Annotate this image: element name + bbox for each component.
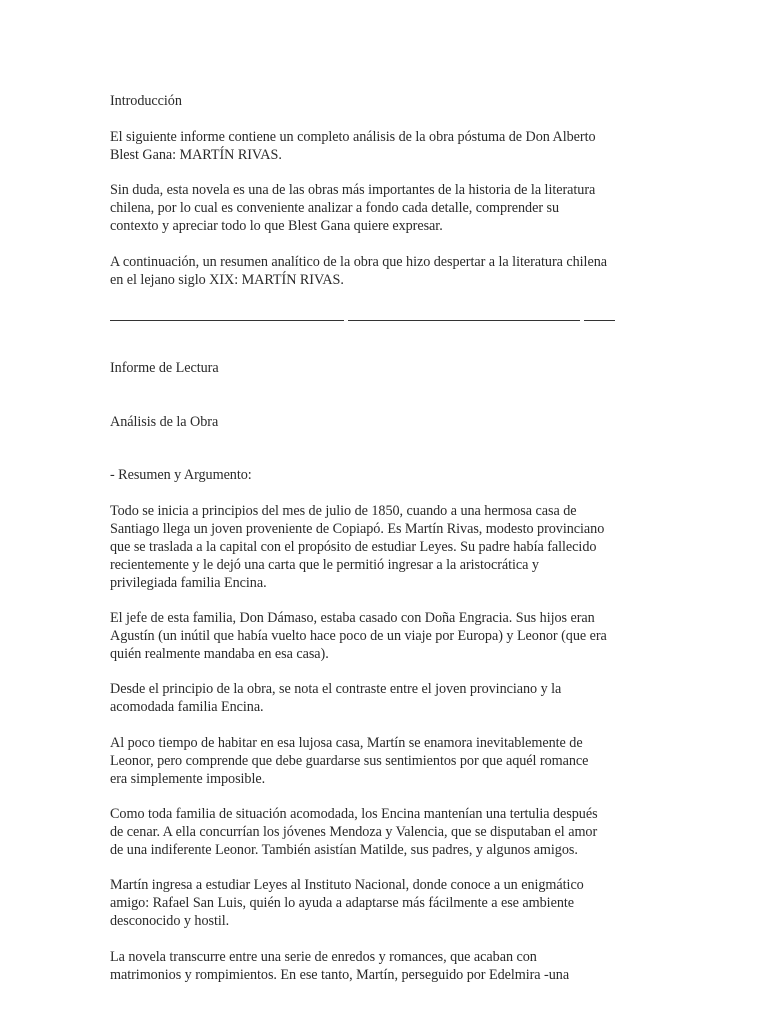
paragraph-5-line-1: El jefe de esta familia, Don Dámaso, estaba casado con Doña Engracia. Sus hijos eran: [110, 610, 595, 626]
paragraph-10-line-1: La novela transcurre entre una serie de enredos y romances, que acaban con: [110, 949, 537, 965]
paragraph-1-line-1: El siguiente informe contiene un completo análisis de la obra póstuma de Don Alberto: [110, 129, 596, 145]
paragraph-2-line-2: chilena, por lo cual es conveniente analizar a fondo cada detalle, comprender su: [110, 200, 560, 216]
paragraph-8-line-3: de una indiferente Leonor. También asistían Matilde, sus padres, y algunos amigos.: [110, 842, 578, 858]
paragraph-4-line-1: Todo se inicia a principios del mes de julio de 1850, cuando a una hermosa casa de: [110, 503, 577, 519]
paragraph-3-line-1: A continuación, un resumen analítico de la obra que hizo despertar a la literatura chilena: [110, 254, 607, 270]
paragraph-2-line-3: contexto y apreciar todo lo que Blest Gana quiere expresar.: [110, 218, 443, 234]
paragraph-4-line-4: recientemente y le dejó una carta que le permitió ingresar a la aristocrática y: [110, 557, 539, 573]
paragraph-9-line-1: Martín ingresa a estudiar Leyes al Instituto Nacional, donde conoce a un enigmático: [110, 877, 584, 893]
paragraph-9-line-3: desconocido y hostil.: [110, 913, 230, 929]
separator-rule-1: [110, 320, 344, 321]
paragraph-7-line-1: Al poco tiempo de habitar en esa lujosa casa, Martín se enamora inevitablemente de: [110, 735, 583, 751]
heading-informe-de-lectura: Informe de Lectura: [110, 360, 219, 376]
separator-rule-3: [584, 320, 615, 321]
intro-heading: Introducción: [110, 93, 182, 109]
heading-resumen-y-argumento: - Resumen y Argumento:: [110, 467, 252, 483]
paragraph-6-line-2: acomodada familia Encina.: [110, 699, 264, 715]
paragraph-8-line-1: Como toda familia de situación acomodada, los Encina mantenían una tertulia después: [110, 806, 598, 822]
paragraph-4-line-3: que se traslada a la capital con el propósito de estudiar Leyes. Su padre había fallecido: [110, 539, 597, 555]
separator-rule-2: [348, 320, 580, 321]
paragraph-7-line-2: Leonor, pero comprende que debe guardarse sus sentimientos por que aquél romance: [110, 753, 589, 769]
paragraph-10-line-2: matrimonios y rompimientos. En ese tanto, Martín, perseguido por Edelmira -una: [110, 967, 570, 983]
heading-analisis-de-la-obra: Análisis de la Obra: [110, 414, 219, 430]
paragraph-8-line-2: de cenar. A ella concurrían los jóvenes Mendoza y Valencia, que se disputaban el amor: [110, 824, 598, 840]
paragraph-5-line-2: Agustín (un inútil que había vuelto hace poco de un viaje por Europa) y Leonor (que era: [110, 628, 607, 644]
paragraph-3-line-2: en el lejano siglo XIX: MARTÍN RIVAS.: [110, 272, 344, 288]
paragraph-2-line-1: Sin duda, esta novela es una de las obras más importantes de la historia de la literatura: [110, 182, 596, 198]
paragraph-1-line-2: Blest Gana: MARTÍN RIVAS.: [110, 147, 282, 163]
paragraph-6-line-1: Desde el principio de la obra, se nota el contraste entre el joven provinciano y la: [110, 681, 562, 697]
paragraph-9-line-2: amigo: Rafael San Luis, quién lo ayuda a adaptarse más fácilmente a ese ambiente: [110, 895, 575, 911]
paragraph-4-line-2: Santiago llega un joven proveniente de Copiapó. Es Martín Rivas, modesto provinciano: [110, 521, 605, 537]
paragraph-4-line-5: privilegiada familia Encina.: [110, 575, 267, 591]
paragraph-5-line-3: quién realmente mandaba en esa casa).: [110, 646, 329, 662]
paragraph-7-line-3: era simplemente imposible.: [110, 771, 266, 787]
